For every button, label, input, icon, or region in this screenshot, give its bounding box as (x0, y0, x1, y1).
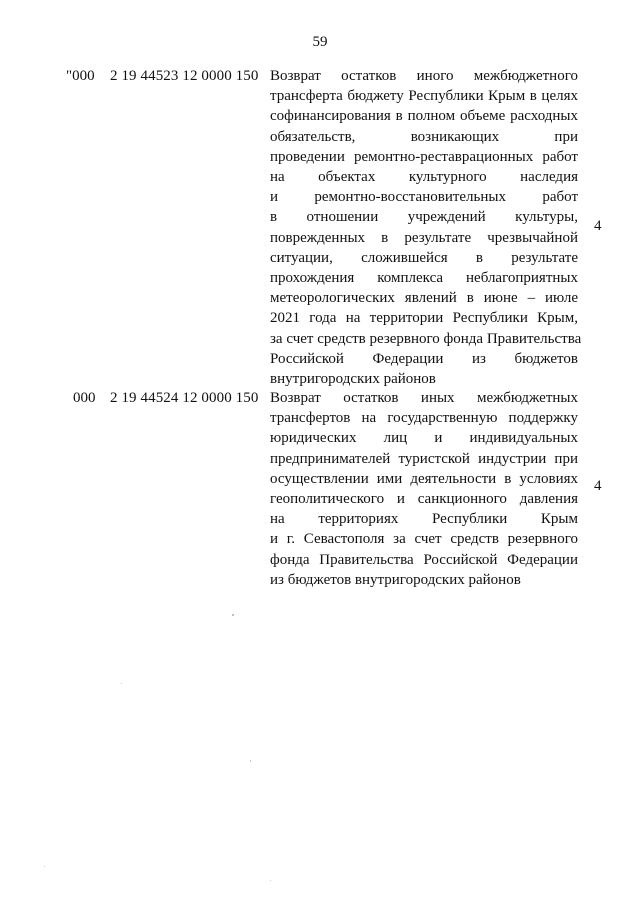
budget-classification-code: 2 19 44524 12 0000 150 (110, 390, 259, 406)
description-line: ситуации, сложившейся в результате (270, 249, 578, 266)
description-line: и г. Севастополя за счет средств резервного (270, 531, 578, 548)
income-description (270, 388, 578, 590)
description-line: Российской Федерации из бюджетов (270, 350, 578, 367)
description-line: на объектах культурного наследия (270, 169, 578, 186)
description-line: проведении ремонтно-реставрационных работ (270, 148, 578, 165)
scan-speck (121, 683, 122, 684)
description-line: из бюджетов внутригородских районов (270, 571, 521, 588)
page-number: 59 (312, 34, 328, 50)
description-line: обязательств, возникающих при (270, 128, 578, 145)
description-line: метеорологических явлений в июне – июле (270, 290, 578, 307)
description-line: за счет средств резервного фонда Правительства (270, 330, 582, 347)
description-line: юридических лиц и индивидуальных (270, 430, 578, 447)
description-line: софинансирования в полном объеме расходных (270, 108, 578, 125)
scan-speck (232, 614, 234, 616)
description-line: геополитического и санкционного давления (270, 491, 578, 508)
description-line: Возврат остатков иных межбюджетных (270, 390, 578, 406)
description-line: прохождения комплекса неблагоприятных (270, 270, 578, 287)
admin-code: 000 (73, 390, 96, 406)
scan-speck (250, 760, 251, 762)
description-line: фонда Правительства Российской Федерации (270, 551, 578, 568)
scan-speck (44, 866, 45, 867)
description-line: и ремонтно-восстановительных работ (270, 189, 578, 206)
description-line: внутригородских районов (270, 371, 436, 388)
description-line: трансферта бюджету Республики Крым в целях (270, 88, 578, 105)
description-line: предпринимателей туристской индустрии при (270, 450, 578, 467)
description-line: 2021 года на территории Республики Крым, (270, 310, 578, 327)
description-line: поврежденных в результате чрезвычайной (270, 229, 578, 246)
amount-value: 4 (594, 478, 602, 494)
amount-value: 4 (594, 218, 602, 234)
scan-speck (270, 880, 271, 881)
description-line: трансфертов на государственную поддержку (270, 410, 578, 427)
description-line: на территориях Республики Крым (270, 511, 578, 528)
admin-code: "000 (66, 68, 95, 84)
budget-classification-code: 2 19 44523 12 0000 150 (110, 68, 259, 84)
description-line: Возврат остатков иного межбюджетного (270, 68, 578, 84)
description-line: в отношении учреждений культуры, (270, 209, 578, 226)
description-line: осуществлении ими деятельности в условиях (270, 470, 578, 487)
income-description (270, 66, 582, 389)
